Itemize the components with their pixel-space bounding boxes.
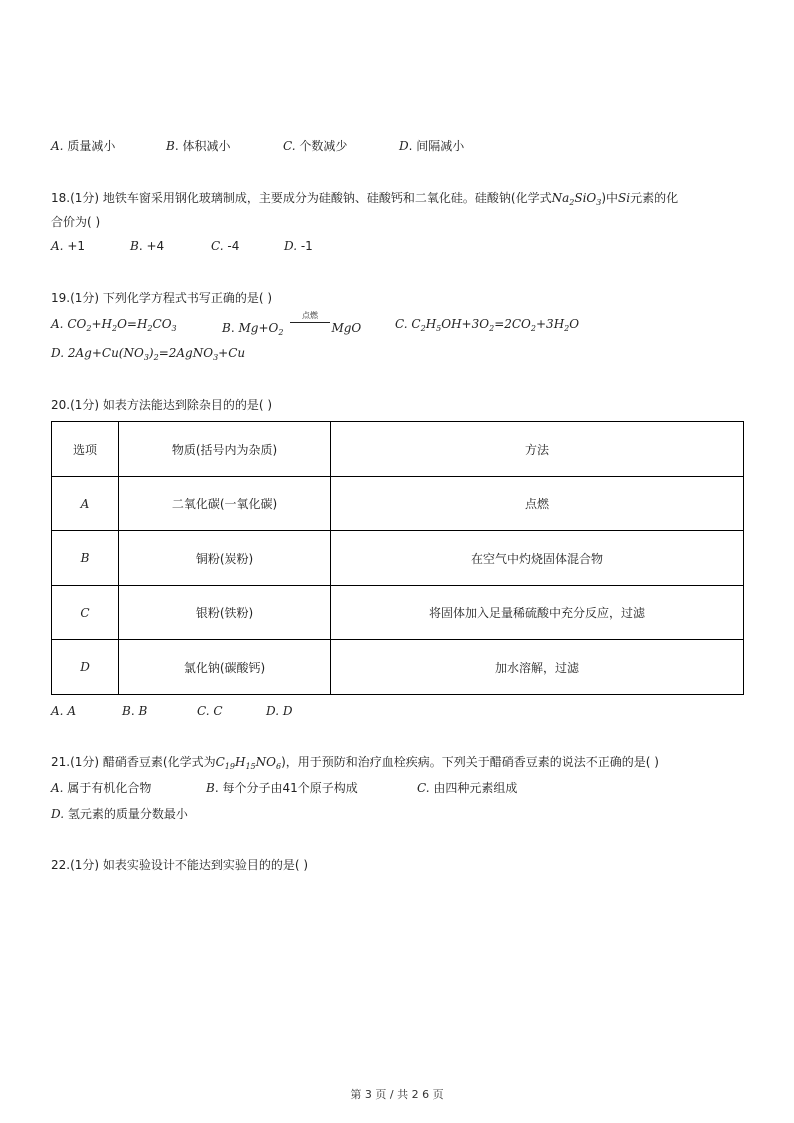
q20-option-a-text: A	[67, 704, 76, 718]
row-method: 将固体加入足量稀硫酸中充分反应，过滤	[331, 586, 744, 640]
q20-option-b: B. B	[122, 704, 148, 718]
q21-stem	[51, 754, 659, 775]
q19-score: (1分)	[70, 291, 100, 305]
q18-option-b: B. +4	[130, 239, 165, 253]
q18-option-a-text: +1	[67, 239, 86, 253]
q19-reaction-condition: 点燃	[302, 311, 318, 320]
q19-option-b: B. $Mg+O_2$ MgO	[222, 321, 362, 337]
q20-table	[51, 421, 744, 695]
q18-option-c: C. -4	[211, 239, 240, 253]
q21-formula: $C_{19}H_{15}NO_6$	[215, 755, 282, 771]
header-method: 方法	[331, 422, 744, 477]
q18-score: (1分)	[70, 191, 100, 205]
q20-option-c: C. C	[197, 704, 223, 718]
q21-option-a-text: 属于有机化合物	[67, 781, 152, 795]
q21-option-c: C. 由四种元素组成	[417, 781, 518, 795]
row-substance: 二氧化碳(一氧化碳)	[119, 477, 331, 531]
q17-option-d: D. 间隔减小	[399, 139, 465, 153]
q21-stem-text-2: )，用于预防和治疗血栓疾病。下列关于醋硝香豆素的说法不正确的是( )	[281, 755, 659, 769]
q20-number: 20.	[51, 398, 71, 412]
q19-number: 19.	[51, 291, 71, 305]
q20-stem	[51, 397, 272, 413]
q19-stem	[51, 290, 272, 306]
q21-option-c-text: 由四种元素组成	[433, 781, 518, 795]
q22-score: (1分)	[70, 858, 100, 872]
q19-option-c: C. $C_2H_5OH+3O_2=2CO_2+3H_2O$	[395, 317, 580, 333]
row-substance: 铜粉(炭粉)	[119, 531, 331, 586]
row-option: C	[52, 586, 119, 640]
q17-option-a-text: 质量减小	[67, 139, 116, 153]
q19-option-d: D. $2Ag+Cu(NO_3)_2=2AgNO_3+Cu$	[51, 346, 246, 362]
table-row	[52, 477, 744, 531]
row-option: A	[52, 477, 119, 531]
page-footer: 第 3 页 / 共 2 6 页	[350, 1088, 444, 1101]
row-substance: 氯化钠(碳酸钙)	[119, 640, 331, 695]
row-method: 在空气中灼烧固体混合物	[331, 531, 744, 586]
row-substance: 银粉(铁粉)	[119, 586, 331, 640]
q21-option-d-text: 氢元素的质量分数最小	[67, 807, 188, 821]
table-row	[52, 586, 744, 640]
q21-number: 21.	[51, 755, 71, 769]
header-option: 选项	[52, 422, 119, 477]
q18-stem	[51, 190, 678, 211]
q18-option-c-text: -4	[227, 239, 240, 253]
q19-reaction-arrow	[290, 322, 330, 323]
q20-option-c-text: C	[213, 704, 223, 718]
q21-option-b: B. 每个分子由41个原子构成	[206, 781, 358, 795]
table-row	[52, 640, 744, 695]
row-method: 加水溶解，过滤	[331, 640, 744, 695]
q19-option-a: A. $CO_2+H_2O=H_2CO_3$	[51, 317, 177, 333]
q20-option-b-text: B	[138, 704, 148, 718]
q22-number: 22.	[51, 858, 71, 872]
q19-stem-text: 下列化学方程式书写正确的是( )	[102, 291, 273, 305]
q18-stem-text-1: 地铁车窗采用钢化玻璃制成，主要成分为硅酸钠、硅酸钙和二氧化硅。硅酸钠(化学式	[102, 191, 552, 205]
table-header-row	[52, 422, 744, 477]
row-option: D	[52, 640, 119, 695]
q18-stem-line2: 合价为( )	[51, 215, 101, 229]
header-substance: 物质(括号内为杂质)	[119, 422, 331, 477]
q18-option-b-text: +4	[146, 239, 165, 253]
q17-option-a: A. 质量减小	[51, 139, 116, 153]
q18-option-a: A. +1	[51, 239, 86, 253]
q21-option-b-text: 每个分子由41个原子构成	[222, 781, 358, 795]
q17-option-b: B. 体积减小	[166, 139, 231, 153]
q17-option-c: C. 个数减少	[283, 139, 348, 153]
q17-option-c-text: 个数减少	[299, 139, 348, 153]
q20-option-a: A. A	[51, 704, 76, 718]
q18-option-d-text: -1	[300, 239, 313, 253]
q21-score: (1分)	[70, 755, 100, 769]
q18-option-d: D. -1	[284, 239, 313, 253]
q20-score: (1分)	[70, 398, 100, 412]
q22-stem	[51, 857, 308, 873]
q18-stem-text-2: )中	[601, 191, 619, 205]
q17-option-d-text: 间隔减小	[416, 139, 465, 153]
q21-option-d: D. 氢元素的质量分数最小	[51, 807, 188, 821]
q20-option-d-text: D	[282, 704, 293, 718]
q18-number: 18.	[51, 191, 71, 205]
q18-element: Si	[618, 191, 631, 205]
row-method: 点燃	[331, 477, 744, 531]
q21-stem-text-1: 醋硝香豆素(化学式为	[102, 755, 216, 769]
q20-option-d: D. D	[266, 704, 293, 718]
q18-stem-text-3: 元素的化	[630, 191, 679, 205]
q22-stem-text: 如表实验设计不能达到实验目的的是( )	[102, 858, 309, 872]
row-option: B	[52, 531, 119, 586]
q18-formula: $Na_2SiO_3$	[551, 191, 602, 207]
q20-stem-text: 如表方法能达到除杂目的的是( )	[102, 398, 273, 412]
table-row	[52, 531, 744, 586]
q17-option-b-text: 体积减小	[182, 139, 231, 153]
q21-option-a: A. 属于有机化合物	[51, 781, 152, 795]
